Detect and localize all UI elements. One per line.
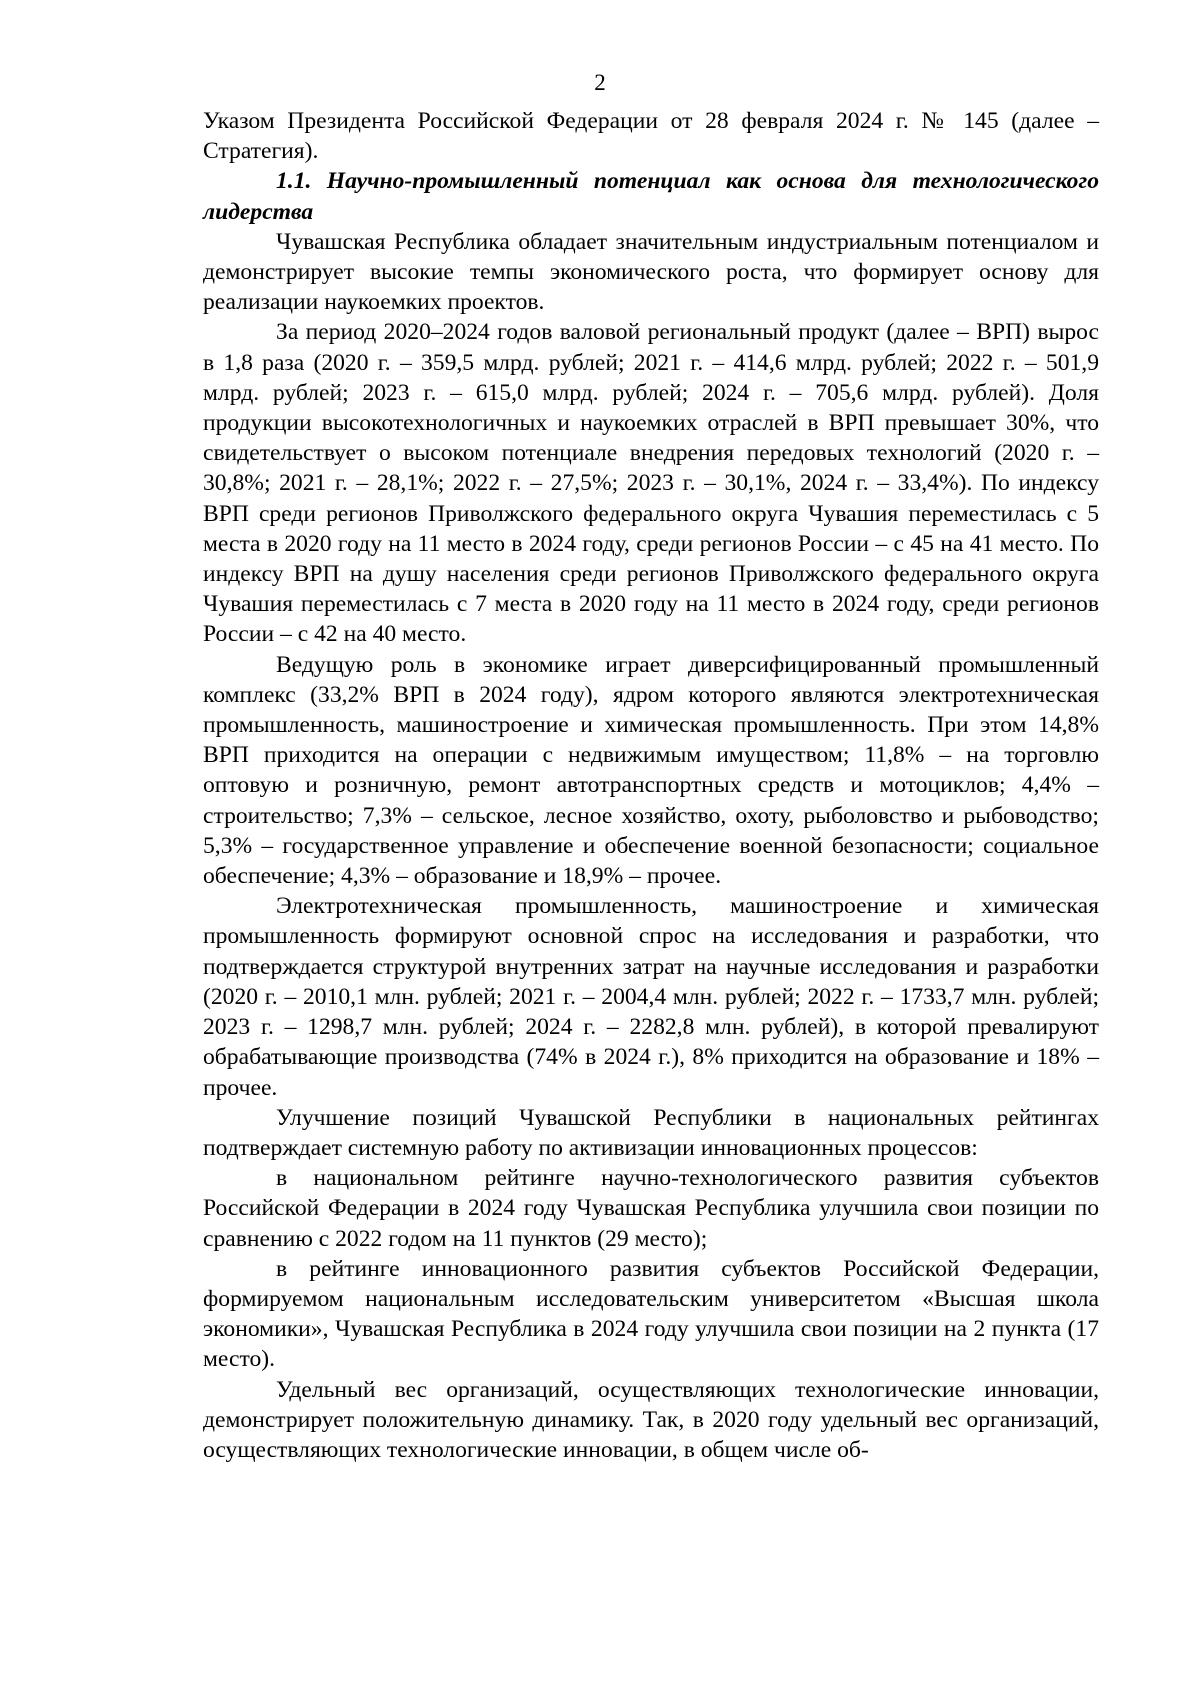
paragraph-continuation: Указом Президента Российской Федерации от 28 февраля 2024 г. № 145 (далее – Стратегия). (203, 108, 1099, 165)
page-number: 2 (594, 70, 606, 95)
paragraph-innovation-share: Удельный вес организаций, осуществляющих технологические инновации, демонстрирует положительную динамику. Так, в 2020 году удельный вес организаций, осуществляющих технологические инновации, в общем числе об- (203, 1376, 1099, 1463)
section-heading: 1.1. Научно-промышленный потенциал как основа для технологического лидерства (203, 168, 1099, 225)
paragraph-rating-scitech: в национальном рейтинге научно-технологического развития субъектов Российской Федерации в 2024 году Чувашская Республика улучшила свои позиции по сравнению с 2022 годом на 11 пунктов (29 место); (203, 1165, 1099, 1252)
paragraph-ratings-intro: Улучшение позиций Чувашской Республики в национальных рейтингах подтверждает системную работу по активизации инновационных процессов: (203, 1104, 1099, 1161)
paragraph-economy-structure: Ведущую роль в экономике играет диверсифицированный промышленный комплекс (33,2% ВРП в 2024 году), ядром которого являются электротехническая промышленность, машиностроение и химическая промышленность. При этом 14,8% ВРП приходится на операции с недвижимым имуществом; 11,8% – на торговлю оптовую и розничную, ремонт автотранспортных средств и мотоциклов; 4,4% – строительство; 7,3% – сельское, лесное хозяйство, охоту, рыболовство и рыбоводство; 5,3% – государственное управление и обеспечение военной безопасности; социальное обеспечение; 4,3% – образование и 18,9% – прочее. (203, 651, 1099, 890)
paragraph-rating-innovation: в рейтинге инновационного развития субъектов Российской Федерации, формируемом национальным исследовательским университетом «Высшая школа экономики», Чувашская Республика в 2024 году улучшила свои позиции на 2 пункта (17 место). (203, 1255, 1099, 1373)
paragraph-grp-growth: За период 2020–2024 годов валовой региональный продукт (далее – ВРП) вырос в 1,8 раза (2020 г. – 359,5 млрд. рублей; 2021 г. – 414,6 млрд. рублей; 2022 г. – 501,9 млрд. рублей; 2023 г. – 615,0 млрд. рублей; 2024 г. – 705,6 млрд. рублей). Доля продукции высокотехнологичных и наукоемких отраслей в ВРП превышает 30%, что свидетельствует о высоком потенциале внедрения передовых технологий (2020 г. – 30,8%; 2021 г. – 28,1%; 2022 г. – 27,5%; 2023 г. – 30,1%, 2024 г. – 33,4%). По индексу ВРП среди регионов Приволжского федерального округа Чувашия переместилась с 5 места в 2020 году на 11 место в 2024 году, среди регионов России – с 45 на 41 место. По индексу ВРП на душу населения среди регионов Приволжского федерального округа Чувашия переместилась с 7 места в 2020 году на 11 место в 2024 году, среди регионов России – с 42 на 40 место. (203, 319, 1099, 648)
document-body (203, 106, 1099, 1465)
paragraph-industrial-potential: Чувашская Республика обладает значительным индустриальным потенциалом и демонстрирует высокие темпы экономического роста, что формирует основу для реализации наукоемких проектов. (203, 228, 1099, 316)
paragraph-rnd-costs: Электротехническая промышленность, машиностроение и химическая промышленность формируют основной спрос на исследования и разработки, что подтверждается структурой внутренних затрат на научные исследования и разработки (2020 г. – 2010,1 млн. рублей; 2021 г. – 2004,4 млн. рублей; 2022 г. – 1733,7 млн. рублей; 2023 г. – 1298,7 млн. рублей; 2024 г. – 2282,8 млн. рублей), в которой превалируют обрабатывающие производства (74% в 2024 г.), 8% приходится на образование и 18% – прочее. (203, 893, 1099, 1101)
